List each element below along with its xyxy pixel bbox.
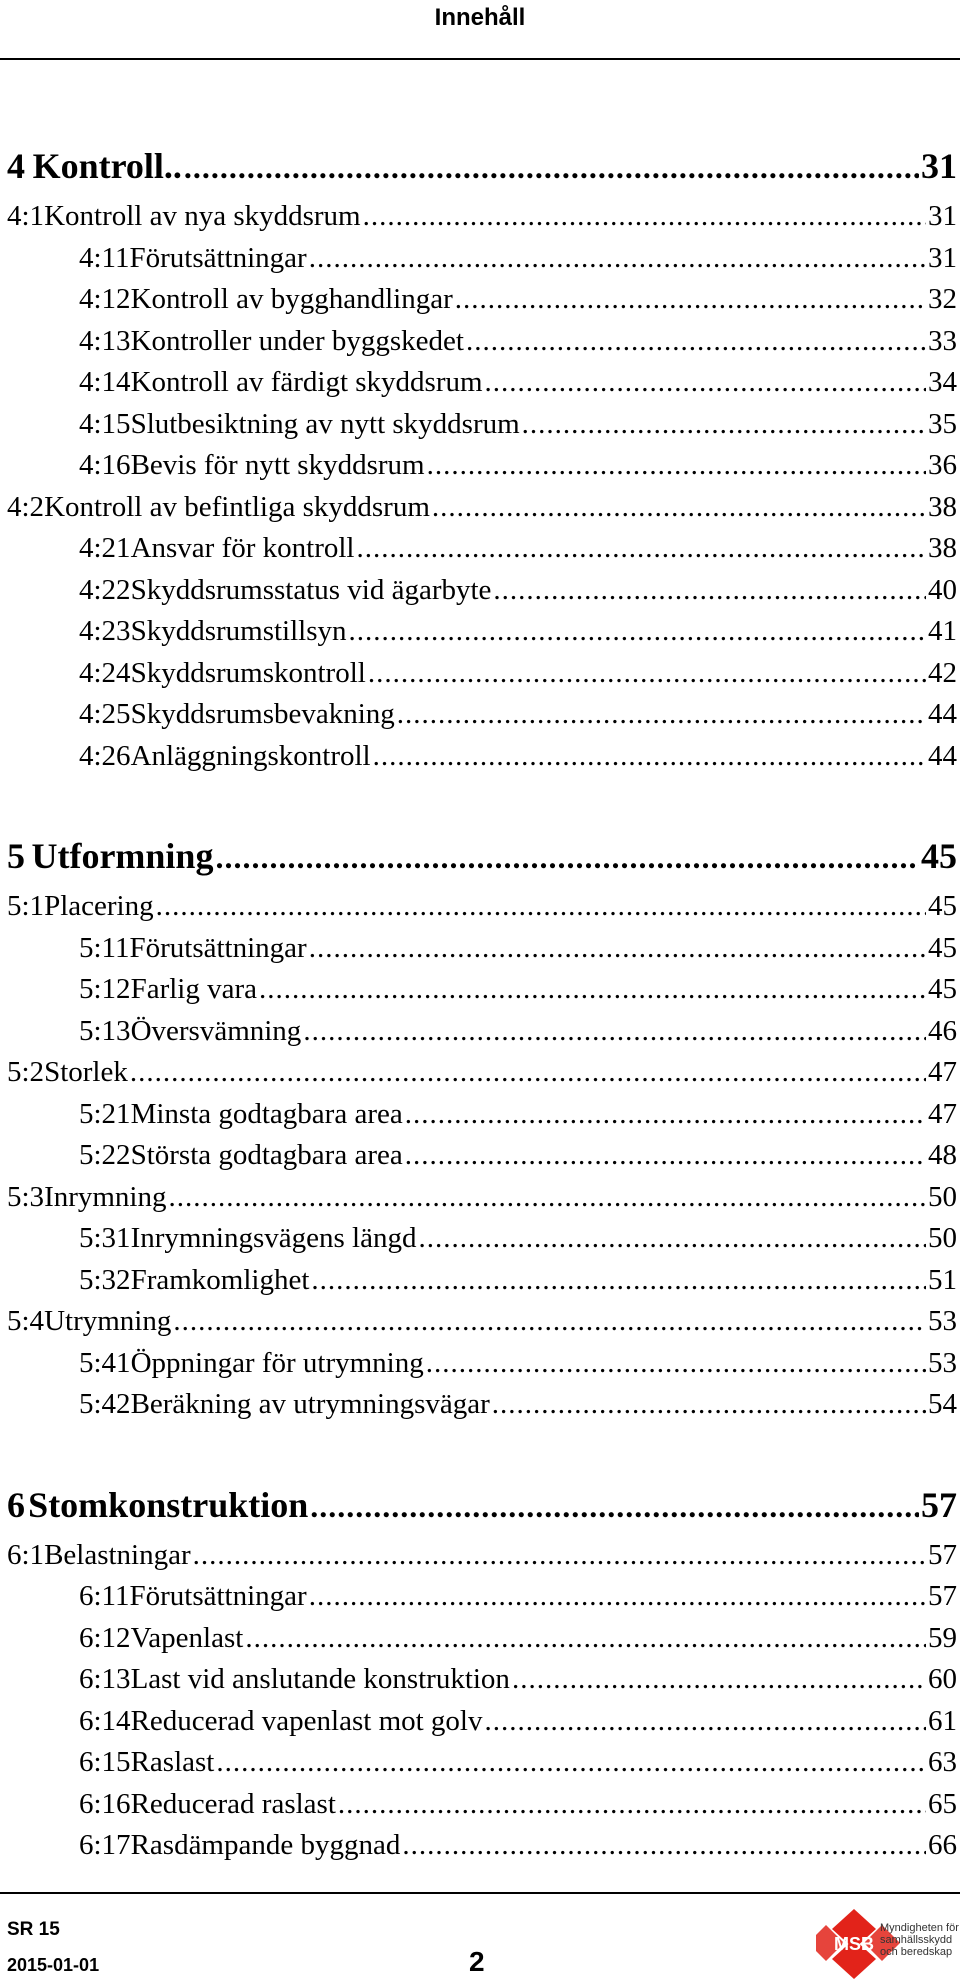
toc-entry-title: Kontroll av bygghandlingar: [130, 283, 453, 315]
toc-entry-number: 5:21: [79, 1097, 131, 1130]
toc-entry-number: 5:22: [79, 1139, 131, 1171]
toc-dot-leader: [311, 1264, 926, 1297]
toc-dot-leader: [426, 1347, 926, 1380]
toc-entry-page: 36: [928, 449, 957, 481]
toc-entry-number: 5:42: [79, 1388, 131, 1420]
page-header-title: Innehåll: [434, 4, 526, 31]
toc-entry-number: 5:32: [79, 1263, 131, 1296]
toc-entry[interactable]: [7, 1098, 957, 1140]
toc-entry-number: 6:14: [79, 1704, 131, 1737]
section-spacer: [7, 781, 957, 835]
toc-entry-title: Vapenlast: [130, 1621, 244, 1654]
toc-entry[interactable]: [7, 1056, 957, 1098]
toc-entry-page: 61: [928, 1704, 957, 1737]
toc-entry-page: 45: [928, 890, 957, 922]
toc-entry-number: 5:11: [79, 931, 130, 964]
toc-entry-page: 53: [928, 1305, 957, 1337]
toc-dot-leader: [397, 698, 926, 731]
toc-dot-leader: [493, 574, 926, 607]
toc-dot-leader: [485, 1705, 927, 1738]
toc-entry-page: 41: [928, 615, 957, 647]
toc-entry[interactable]: [7, 449, 957, 491]
toc-dot-leader: [363, 200, 926, 233]
table-of-contents: [7, 145, 957, 1871]
toc-entry-page: 42: [928, 656, 957, 689]
toc-entry-number: 5:12: [79, 973, 131, 1005]
toc-entry-page: 63: [928, 1746, 957, 1778]
toc-entry-number: 4:21: [79, 532, 131, 564]
toc-entry[interactable]: [7, 698, 957, 740]
toc-entry-title: Raslast: [130, 1746, 215, 1778]
toc-entry-title: Storlek: [44, 1056, 128, 1088]
toc-dot-leader: [405, 1139, 926, 1172]
toc-entry-page: 38: [928, 532, 957, 564]
toc-dot-leader: [512, 1663, 926, 1696]
toc-chapter-entry[interactable]: [7, 145, 957, 200]
toc-dot-leader: [215, 839, 919, 876]
toc-dot-leader: [309, 932, 926, 965]
toc-entry-title: Kontroll av befintliga skyddsrum: [44, 490, 430, 523]
toc-entry-number: 4:15: [79, 407, 131, 440]
toc-entry[interactable]: [7, 242, 957, 284]
toc-entry-page: 31: [921, 146, 957, 186]
toc-entry[interactable]: [7, 1539, 957, 1581]
toc-dot-leader: [522, 408, 926, 441]
toc-entry-title: Slutbesiktning av nytt skyddsrum: [130, 407, 520, 440]
document-date: 2015-01-01: [7, 1955, 100, 1975]
toc-entry-title: Förutsättningar: [129, 1580, 307, 1612]
toc-entry[interactable]: [7, 283, 957, 325]
toc-dot-leader: [130, 1056, 926, 1089]
toc-entry[interactable]: [7, 1580, 957, 1622]
toc-entry[interactable]: [7, 1347, 957, 1389]
toc-entry[interactable]: [7, 657, 957, 699]
toc-dot-leader: [492, 1388, 926, 1421]
toc-chapter-entry[interactable]: [7, 835, 957, 890]
toc-entry-page: 45: [928, 931, 957, 964]
toc-entry-page: 65: [928, 1787, 957, 1820]
toc-dot-leader: [303, 1015, 926, 1048]
toc-entry-page: 51: [928, 1263, 957, 1296]
toc-dot-leader: [184, 149, 919, 186]
toc-entry-title: Bevis för nytt skyddsrum: [130, 449, 425, 481]
toc-entry-title: Minsta godtagbara area: [130, 1097, 403, 1130]
toc-entry-number: 4:22: [79, 573, 131, 606]
toc-dot-leader: [156, 890, 926, 923]
toc-entry-page: 54: [928, 1388, 957, 1420]
toc-entry-title: Inrymning: [44, 1180, 167, 1213]
toc-entry-number: 4:14: [79, 366, 131, 398]
toc-dot-leader: [427, 449, 926, 482]
toc-chapter-entry[interactable]: [7, 1484, 957, 1539]
toc-entry-page: 57: [921, 1484, 957, 1525]
toc-entry-number: 6: [7, 1484, 25, 1525]
toc-entry-number: 5: [7, 836, 25, 876]
toc-entry-number: 5:31: [79, 1222, 131, 1254]
toc-entry-title: Reducerad vapenlast mot golv: [130, 1704, 483, 1737]
toc-entry-number: 5:2: [7, 1056, 45, 1088]
toc-entry-title: Största godtagbara area: [130, 1139, 403, 1171]
toc-entry-title: Last vid anslutande konstruktion: [130, 1663, 510, 1695]
toc-entry-page: 34: [928, 366, 957, 398]
toc-dot-leader: [193, 1539, 926, 1572]
toc-entry-page: 45: [928, 973, 957, 1005]
toc-entry-page: 60: [928, 1663, 957, 1695]
toc-entry-number: 6:17: [79, 1829, 131, 1861]
toc-entry-title: Skyddsrumsbevakning: [130, 698, 395, 730]
toc-entry-title: Rasdämpande byggnad: [130, 1829, 401, 1861]
toc-entry[interactable]: [7, 532, 957, 574]
toc-entry-title: Stomkonstruktion: [28, 1484, 309, 1525]
toc-dot-leader: [245, 1622, 926, 1655]
toc-entry-title: Öppningar för utrymning: [130, 1346, 424, 1379]
toc-entry-page: 40: [928, 573, 957, 606]
toc-entry-page: 50: [928, 1180, 957, 1213]
toc-entry-title: Kontroll av färdigt skyddsrum: [130, 366, 483, 398]
toc-entry-title: Ansvar för kontroll: [130, 532, 355, 564]
document-code: SR 15: [7, 1919, 60, 1940]
toc-entry-number: 5:3: [7, 1180, 45, 1213]
toc-entry-title: Framkomlighet: [130, 1263, 310, 1296]
toc-entry[interactable]: [7, 1388, 957, 1430]
toc-entry-title: Utformning: [31, 836, 214, 876]
toc-entry[interactable]: [7, 1015, 957, 1057]
toc-entry-number: 5:13: [79, 1014, 131, 1047]
toc-entry-number: 4:16: [79, 449, 131, 481]
toc-entry-title: Utrymning: [44, 1305, 172, 1337]
toc-dot-leader: [259, 973, 926, 1006]
toc-entry-page: 47: [928, 1056, 957, 1088]
toc-dot-leader: [432, 491, 926, 524]
toc-entry-number: 6:1: [7, 1538, 45, 1571]
toc-dot-leader: [368, 657, 926, 690]
toc-entry[interactable]: [7, 408, 957, 450]
toc-entry-number: 5:1: [7, 890, 45, 922]
toc-entry-number: 4:23: [79, 615, 131, 647]
toc-entry[interactable]: [7, 1746, 957, 1788]
toc-entry-number: 6:16: [79, 1787, 131, 1820]
toc-dot-leader: [338, 1788, 926, 1821]
toc-entry-page: 53: [928, 1346, 957, 1379]
toc-entry[interactable]: [7, 1181, 957, 1223]
toc-entry-page: 35: [928, 407, 957, 440]
toc-dot-leader: [455, 283, 926, 316]
toc-entry-number: 4: [7, 146, 25, 186]
toc-entry-page: 46: [928, 1014, 957, 1047]
logo-text-line: och beredskap: [880, 1946, 953, 1958]
toc-entry[interactable]: [7, 1829, 957, 1871]
header-divider: [0, 58, 960, 60]
toc-entry-title: Förutsättningar: [129, 931, 307, 964]
toc-entry-number: 4:26: [79, 739, 131, 772]
footer-divider: [0, 1892, 960, 1894]
toc-dot-leader: [356, 532, 926, 565]
toc-entry-number: 6:12: [79, 1621, 131, 1654]
toc-entry-number: 6:13: [79, 1663, 131, 1695]
toc-entry-page: 50: [928, 1222, 957, 1254]
toc-entry-page: 48: [928, 1139, 957, 1171]
toc-entry-number: 6:15: [79, 1746, 131, 1778]
toc-entry-page: 45: [921, 836, 957, 876]
toc-entry[interactable]: [7, 366, 957, 408]
section-spacer: [7, 1430, 957, 1484]
toc-dot-leader: [405, 1098, 926, 1131]
toc-entry-page: 38: [928, 490, 957, 523]
toc-dot-leader: [349, 615, 927, 648]
page-number: 2: [469, 1946, 485, 1977]
toc-entry-number: 4:12: [79, 283, 131, 315]
toc-entry-number: 4:2: [7, 490, 45, 523]
toc-dot-leader: [402, 1829, 926, 1862]
toc-dot-leader: [418, 1222, 926, 1255]
toc-entry-title: Skyddsrumsstatus vid ägarbyte: [130, 573, 492, 606]
toc-entry[interactable]: [7, 1622, 957, 1664]
toc-entry-page: 32: [928, 283, 957, 315]
toc-entry[interactable]: [7, 740, 957, 782]
toc-entry-page: 31: [928, 200, 957, 232]
toc-entry-title: Kontroll av nya skyddsrum: [44, 200, 361, 232]
toc-entry-title: Anläggningskontroll: [130, 739, 371, 772]
toc-entry[interactable]: [7, 1222, 957, 1264]
toc-entry[interactable]: [7, 1264, 957, 1306]
toc-dot-leader: [466, 325, 926, 358]
logo-text-line: Myndigheten för: [880, 1922, 959, 1934]
toc-entry-number: 4:24: [79, 656, 131, 689]
toc-entry-page: 57: [928, 1538, 957, 1571]
toc-entry[interactable]: [7, 973, 957, 1015]
toc-entry-number: 4:25: [79, 698, 131, 730]
toc-entry[interactable]: [7, 890, 957, 932]
toc-entry-title: Skyddsrumskontroll: [130, 656, 366, 689]
toc-dot-leader: [310, 1488, 919, 1525]
toc-entry[interactable]: [7, 1788, 957, 1830]
toc-entry-page: 59: [928, 1621, 957, 1654]
toc-entry[interactable]: [7, 932, 957, 974]
toc-entry-number: 4:13: [79, 324, 131, 357]
toc-entry-number: 5:4: [7, 1305, 45, 1337]
toc-entry[interactable]: [7, 574, 957, 616]
toc-entry-page: 66: [928, 1829, 957, 1861]
toc-entry-title: Belastningar: [44, 1538, 191, 1571]
toc-entry-title: Beräkning av utrymningsvägar: [130, 1388, 490, 1420]
toc-dot-leader: [169, 1181, 927, 1214]
toc-dot-leader: [373, 740, 926, 773]
toc-entry[interactable]: [7, 325, 957, 367]
toc-entry-title: Farlig vara: [130, 973, 257, 1005]
toc-dot-leader: [309, 1580, 926, 1613]
toc-entry[interactable]: [7, 615, 957, 657]
toc-entry-number: 5:41: [79, 1346, 131, 1379]
toc-entry-title: Placering: [44, 890, 154, 922]
toc-dot-leader: [173, 1305, 926, 1338]
toc-entry-title: Kontroller under byggskedet: [130, 324, 464, 357]
toc-entry-page: 44: [928, 739, 957, 772]
toc-dot-leader: [216, 1746, 926, 1779]
toc-entry-page: 33: [928, 324, 957, 357]
msb-logo-mark-text: MSB: [834, 1934, 874, 1954]
toc-entry[interactable]: [7, 200, 957, 242]
toc-entry[interactable]: [7, 1139, 957, 1181]
toc-entry-page: 44: [928, 698, 957, 730]
toc-dot-leader: [309, 242, 926, 275]
toc-entry-title: Inrymningsvägens längd: [130, 1222, 417, 1254]
toc-entry[interactable]: [7, 1705, 957, 1747]
toc-entry[interactable]: [7, 1663, 957, 1705]
toc-entry-title: Skyddsrumstillsyn: [130, 615, 347, 647]
toc-entry-page: 31: [928, 241, 957, 274]
logo-text-line: samhällsskydd: [880, 1934, 953, 1946]
msb-logo-text: [880, 1922, 960, 1958]
toc-entry-title: Kontroll..: [32, 146, 182, 186]
toc-entry-title: Översvämning: [130, 1014, 302, 1047]
toc-entry-number: 4:1: [7, 200, 45, 232]
toc-entry-number: 6:11: [79, 1580, 130, 1612]
toc-entry[interactable]: [7, 491, 957, 533]
toc-entry-page: 47: [928, 1097, 957, 1130]
toc-entry-title: Reducerad raslast: [130, 1787, 336, 1820]
toc-dot-leader: [485, 366, 926, 399]
toc-entry[interactable]: [7, 1305, 957, 1347]
toc-entry-number: 4:11: [79, 241, 130, 274]
toc-entry-title: Förutsättningar: [129, 241, 307, 274]
toc-entry-page: 57: [928, 1580, 957, 1612]
